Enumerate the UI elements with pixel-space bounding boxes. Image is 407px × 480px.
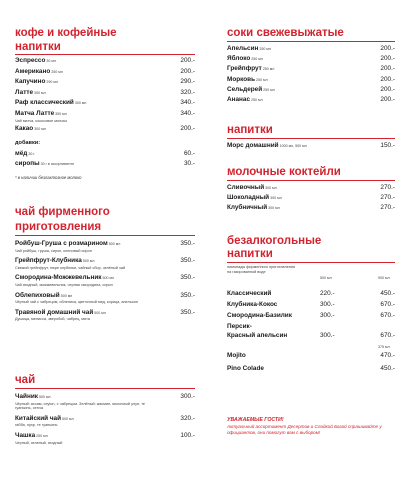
non-alcoholic-title-1: безалкогольные (227, 235, 322, 247)
menu-item: Сливочный300 мл 270.- (227, 184, 395, 191)
notice-text: Актуальный ассортимент Десертов и Сладкой Базой спрашивайте у официантов, они помогут вам с выбором! (227, 424, 382, 435)
coffee-title-2: напитки (15, 41, 61, 53)
non-alcoholic-rule (227, 262, 395, 263)
menu-item: Американо250 мл 200.- (15, 67, 195, 75)
menu-item: Морковь250 мл 200.- (227, 75, 395, 83)
menu-item: Грейпфрут250 мл 200.- (227, 65, 395, 73)
menu-item: Эспрессо30 мл 200.- (15, 57, 195, 64)
menu-item: Красный апельсин 300.- 670.- (227, 331, 395, 339)
lactose-note: * в наличии безлактозное молоко (15, 174, 82, 180)
menu-item-desc: габба, пуэр, те гуаньинь (15, 423, 58, 428)
non-alcoholic-title-2: напитки (227, 248, 273, 260)
menu-item-desc: Чёрный: ассам, ceylon, с чабрецом. Зелёный: жасмин, молочный улун, те гуаньинь, сенча (15, 401, 146, 411)
milkshakes-rule (227, 180, 395, 181)
menu-item: Китайский чай500 мл 320.- (15, 414, 195, 422)
tea-list (15, 393, 195, 445)
tea-rule (15, 388, 195, 389)
addons-title: добавки: (15, 139, 41, 146)
menu-item: Какао300 мл 200.- (15, 125, 195, 133)
drinks-list (227, 142, 395, 151)
menu-item: Чайник500 мл 300.- (15, 393, 195, 400)
menu-item-desc: Чай ягодный, можжевельник, черная смородина, сироп (15, 282, 113, 287)
cocktail-list (227, 352, 395, 373)
menu-item: Клубничный300 мл 270.- (227, 204, 395, 212)
menu-item-desc: Свежий грейпфрут, пюре клубники, чайный сбор, зелёный чай (15, 265, 126, 270)
notice-title: УВАЖАЕМЫЕ ГОСТИ! (227, 417, 284, 423)
menu-item: Классический 220.- 450.- (227, 290, 395, 297)
coffee-list (15, 57, 195, 180)
coffee-rule (15, 54, 195, 55)
juices-list (227, 45, 395, 105)
coffee-title-1: кофе и кофейные (15, 27, 117, 39)
menu-item: Матча Латте350 мл 340.- (15, 109, 195, 117)
menu-item: Грейпфрут-Клубника500 мл 350.- (15, 257, 195, 265)
menu-item-desc: Душица, мелисса, зверобой, чабрец, мята (15, 317, 90, 322)
menu-item: Апельсин250 мл 200.- (227, 45, 395, 52)
menu-item: Смородина-Можжевельник500 мл 350.- (15, 274, 195, 282)
menu-item: Яблоко250 мл 200.- (227, 55, 395, 63)
lemonade-desc: лимонады фирменного приготовления на газированной воде (227, 265, 296, 274)
menu-item-desc: Чай матча, кокосовое молоко (15, 118, 68, 123)
menu-item-desc: Черный, зеленый, ягодный (15, 440, 63, 445)
menu-item: Травяной домашний чай500 мл 350.- (15, 308, 195, 316)
menu-item: мёд30 г 60.- (15, 149, 195, 157)
menu-item: Морс домашний1000 мл, 500 мл 150.- (227, 142, 395, 149)
drinks-title: напитки (227, 124, 273, 136)
menu-item: Шоколадный300 мл 270.- (227, 194, 395, 202)
menu-item: Облепиховый500 мл 350.- (15, 291, 195, 299)
extra-vol-header: 375 мл (378, 345, 390, 349)
juices-rule (227, 41, 395, 42)
drinks-rule (227, 138, 395, 139)
menu-item: Mojito 470.- (227, 352, 395, 359)
col-900-header: 900 мл (378, 276, 390, 280)
menu-item: Pino Colade 450.- (227, 364, 395, 372)
menu-item: Смородина-Базилик 300.- 670.- (227, 311, 395, 319)
tea-title: чай (15, 374, 36, 386)
milkshakes-list (227, 184, 395, 213)
menu-item: Ройбуш-Груша с розмарином500 мл 350.- (15, 240, 195, 247)
menu-item: сиропы30 г в ассортименте 30.- (15, 160, 195, 168)
juices-title: соки свежевыжатые (227, 27, 344, 39)
menu-item: Латте350 мл 320.- (15, 88, 195, 96)
menu-item-desc: Чай ройбуш, груша, сироп, кленовый сироп (15, 248, 92, 253)
tea-signature-title-1: чай фирменного (15, 206, 110, 218)
menu-item: Персик- (227, 322, 252, 330)
tea-signature-rule (15, 235, 195, 236)
menu-item: Клубника-Кокос 300.- 670.- (227, 300, 395, 308)
menu-item: Капучино290 мл 290.- (15, 78, 195, 86)
tea-signature-title-2: приготовления (15, 221, 102, 233)
lemonade-list (227, 290, 395, 340)
menu-item-desc: Чёрный чай с чабрецом, облепиха, цветочный мед, корица, апельсин (15, 300, 138, 305)
menu-item: Чашка250 мл 100.- (15, 431, 195, 439)
menu-item: Ананас250 мл 200.- (227, 95, 395, 103)
menu-item: Сельдерей250 мл 200.- (227, 85, 395, 93)
menu-item: Раф классический300 мл 340.- (15, 99, 195, 107)
tea-signature-list (15, 240, 195, 322)
milkshakes-title: молочные коктейли (227, 166, 341, 178)
col-500-header: 500 мл (320, 276, 332, 280)
